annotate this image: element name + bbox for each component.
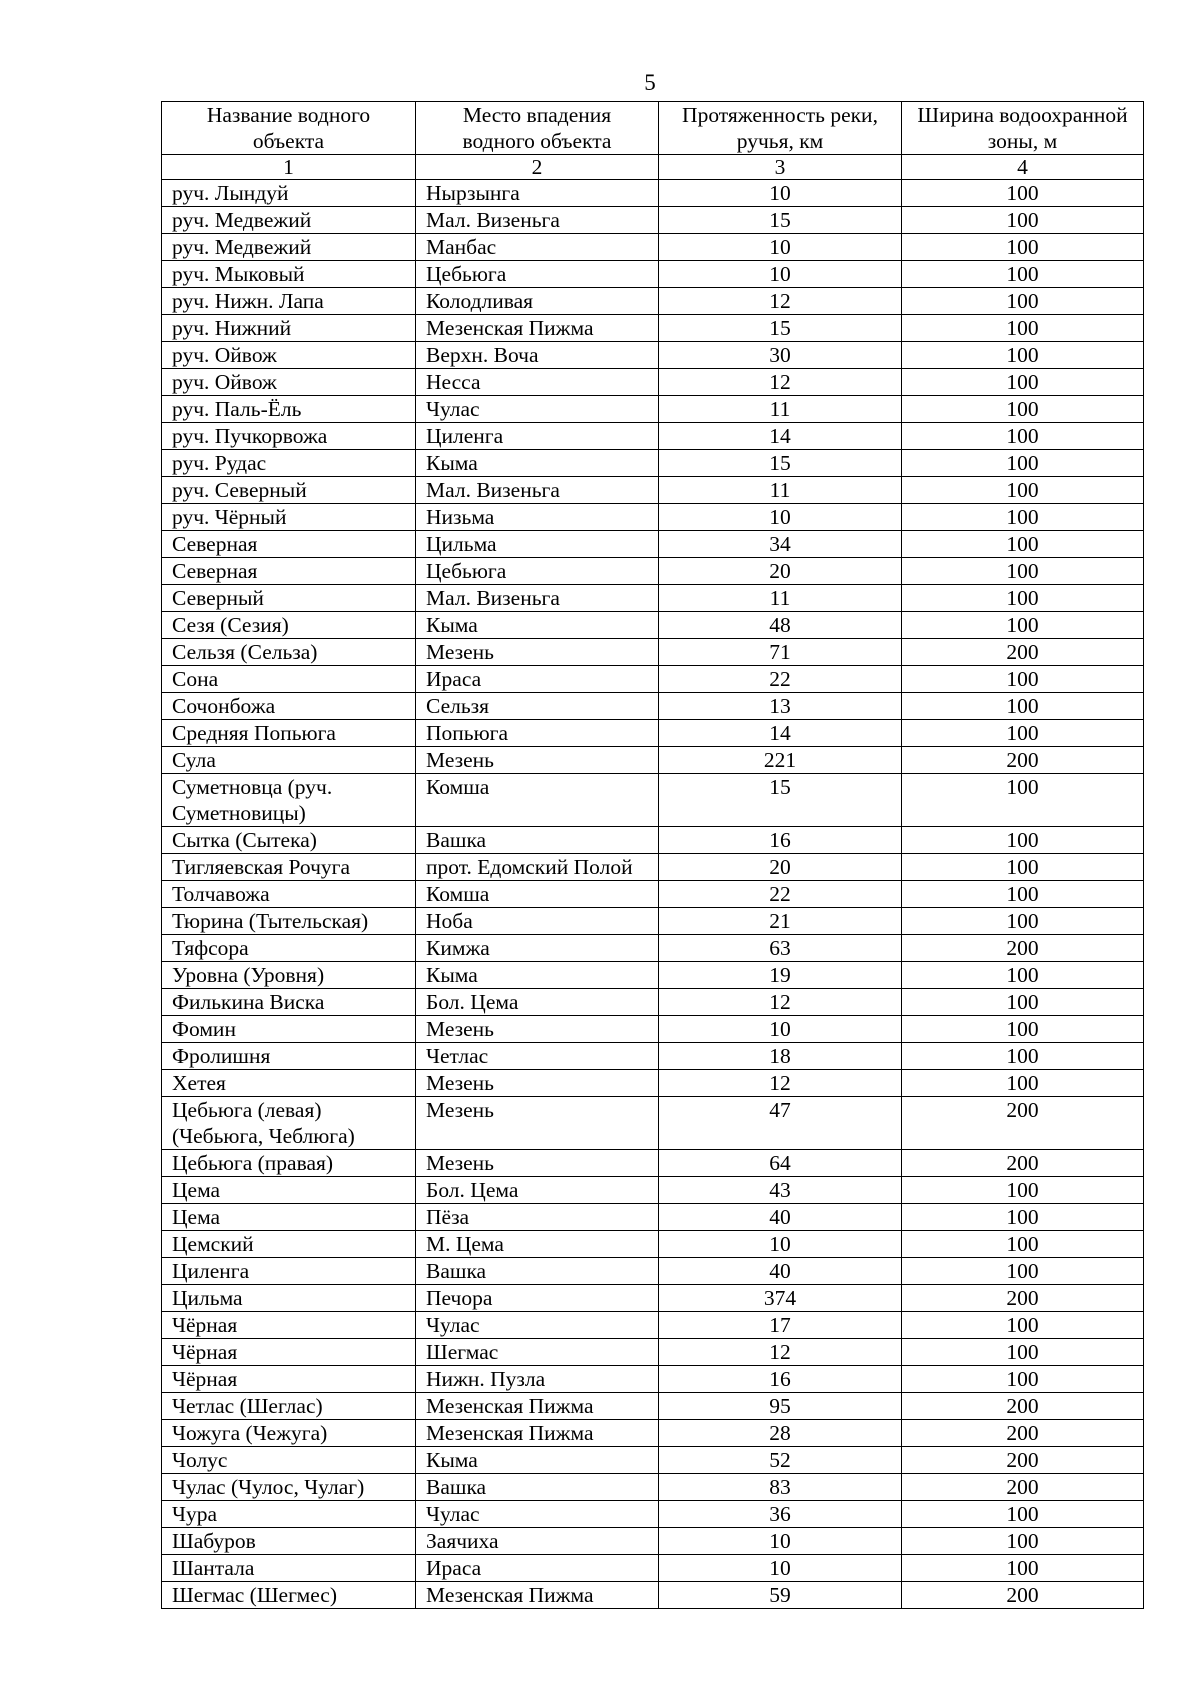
cell-water-body-name: Цильма	[162, 1285, 416, 1312]
cell-inflow-place: Циленга	[416, 423, 659, 450]
cell-inflow-place: Колодливая	[416, 288, 659, 315]
cell-water-body-name: Тяфсора	[162, 935, 416, 962]
cell-length-km: 11	[659, 477, 902, 504]
cell-water-body-name: Чожуга (Чежуга)	[162, 1420, 416, 1447]
cell-zone-width-m: 100	[902, 908, 1144, 935]
water-bodies-table	[161, 101, 1144, 1609]
cell-water-body-name: Цебьюга (правая)	[162, 1150, 416, 1177]
cell-length-km: 16	[659, 1366, 902, 1393]
header-inflow-place: Место впадения водного объекта	[416, 102, 659, 155]
cell-inflow-place: Ираса	[416, 1555, 659, 1582]
cell-zone-width-m: 100	[902, 1528, 1144, 1555]
cell-inflow-place: Чулас	[416, 1501, 659, 1528]
cell-length-km: 15	[659, 450, 902, 477]
cell-length-km: 16	[659, 827, 902, 854]
table-row	[162, 1393, 1144, 1420]
column-number: 4	[902, 155, 1144, 180]
cell-water-body-name: Сула	[162, 747, 416, 774]
cell-water-body-name: Филькина Виска	[162, 989, 416, 1016]
cell-inflow-place: прот. Едомский Полой	[416, 854, 659, 881]
cell-inflow-place: Бол. Цема	[416, 1177, 659, 1204]
table-row	[162, 396, 1144, 423]
cell-zone-width-m: 100	[902, 693, 1144, 720]
table-row	[162, 558, 1144, 585]
cell-length-km: 43	[659, 1177, 902, 1204]
cell-zone-width-m: 100	[902, 369, 1144, 396]
cell-length-km: 19	[659, 962, 902, 989]
cell-inflow-place: Мал. Визеньга	[416, 477, 659, 504]
cell-zone-width-m: 100	[902, 234, 1144, 261]
cell-zone-width-m: 100	[902, 1258, 1144, 1285]
cell-zone-width-m: 100	[902, 423, 1144, 450]
cell-water-body-name: руч. Паль-Ёль	[162, 396, 416, 423]
cell-inflow-place: Цебьюга	[416, 558, 659, 585]
cell-length-km: 18	[659, 1043, 902, 1070]
cell-water-body-name: Тюрина (Тытельская)	[162, 908, 416, 935]
cell-length-km: 95	[659, 1393, 902, 1420]
cell-water-body-name: Циленга	[162, 1258, 416, 1285]
cell-length-km: 40	[659, 1258, 902, 1285]
cell-zone-width-m: 200	[902, 1285, 1144, 1312]
cell-length-km: 14	[659, 423, 902, 450]
cell-zone-width-m: 200	[902, 747, 1144, 774]
table-header-row	[162, 102, 1144, 155]
cell-zone-width-m: 100	[902, 261, 1144, 288]
cell-water-body-name: Хетея	[162, 1070, 416, 1097]
cell-water-body-name: руч. Ойвож	[162, 342, 416, 369]
cell-water-body-name: Сочонбожа	[162, 693, 416, 720]
cell-inflow-place: Комша	[416, 774, 659, 827]
cell-water-body-name: Чёрная	[162, 1366, 416, 1393]
cell-water-body-name: Тигляевская Рочуга	[162, 854, 416, 881]
cell-zone-width-m: 100	[902, 881, 1144, 908]
cell-inflow-place: Печора	[416, 1285, 659, 1312]
cell-water-body-name: Северный	[162, 585, 416, 612]
cell-inflow-place: Нырзынга	[416, 180, 659, 207]
cell-length-km: 10	[659, 1528, 902, 1555]
cell-water-body-name: Чёрная	[162, 1339, 416, 1366]
cell-zone-width-m: 200	[902, 1097, 1144, 1150]
cell-water-body-name: руч. Мыковый	[162, 261, 416, 288]
table-row	[162, 1501, 1144, 1528]
cell-zone-width-m: 100	[902, 1312, 1144, 1339]
cell-length-km: 14	[659, 720, 902, 747]
cell-zone-width-m: 100	[902, 666, 1144, 693]
cell-zone-width-m: 100	[902, 1177, 1144, 1204]
cell-zone-width-m: 100	[902, 774, 1144, 827]
cell-inflow-place: Несса	[416, 369, 659, 396]
cell-length-km: 10	[659, 180, 902, 207]
cell-water-body-name: Цемский	[162, 1231, 416, 1258]
cell-inflow-place: Нижн. Пузла	[416, 1366, 659, 1393]
cell-water-body-name: Северная	[162, 531, 416, 558]
header-length: Протяженность реки, ручья, км	[659, 102, 902, 155]
table-row	[162, 315, 1144, 342]
cell-zone-width-m: 100	[902, 962, 1144, 989]
cell-length-km: 40	[659, 1204, 902, 1231]
cell-water-body-name: Цебьюга (левая) (Чебьюга, Чеблюга)	[162, 1097, 416, 1150]
cell-zone-width-m: 100	[902, 585, 1144, 612]
cell-length-km: 15	[659, 207, 902, 234]
cell-water-body-name: Сезя (Сезия)	[162, 612, 416, 639]
table-row	[162, 774, 1144, 827]
table-row	[162, 1285, 1144, 1312]
cell-water-body-name: Четлас (Шеглас)	[162, 1393, 416, 1420]
table-row	[162, 1339, 1144, 1366]
cell-inflow-place: Чулас	[416, 396, 659, 423]
cell-length-km: 22	[659, 666, 902, 693]
cell-zone-width-m: 100	[902, 1555, 1144, 1582]
cell-length-km: 10	[659, 1016, 902, 1043]
cell-inflow-place: Мезень	[416, 639, 659, 666]
cell-inflow-place: Мезень	[416, 1070, 659, 1097]
cell-length-km: 36	[659, 1501, 902, 1528]
table-row	[162, 908, 1144, 935]
cell-zone-width-m: 100	[902, 854, 1144, 881]
cell-zone-width-m: 100	[902, 180, 1144, 207]
table-row	[162, 1366, 1144, 1393]
cell-zone-width-m: 100	[902, 827, 1144, 854]
table-row	[162, 342, 1144, 369]
cell-water-body-name: руч. Рудас	[162, 450, 416, 477]
table-row	[162, 962, 1144, 989]
cell-water-body-name: Чулас (Чулос, Чулаг)	[162, 1474, 416, 1501]
cell-length-km: 12	[659, 1070, 902, 1097]
cell-length-km: 64	[659, 1150, 902, 1177]
cell-inflow-place: Мал. Визеньга	[416, 207, 659, 234]
cell-water-body-name: руч. Нижний	[162, 315, 416, 342]
page-number: 5	[644, 70, 656, 95]
header-zone-width: Ширина водоохранной зоны, м	[902, 102, 1144, 155]
cell-inflow-place: Мезенская Пижма	[416, 1393, 659, 1420]
table-row	[162, 504, 1144, 531]
cell-zone-width-m: 200	[902, 1150, 1144, 1177]
cell-water-body-name: руч. Северный	[162, 477, 416, 504]
cell-inflow-place: Кыма	[416, 962, 659, 989]
cell-inflow-place: Мезень	[416, 1097, 659, 1150]
cell-water-body-name: руч. Ойвож	[162, 369, 416, 396]
cell-water-body-name: руч. Медвежий	[162, 234, 416, 261]
table-row	[162, 1258, 1144, 1285]
cell-length-km: 52	[659, 1447, 902, 1474]
cell-water-body-name: Шантала	[162, 1555, 416, 1582]
cell-length-km: 20	[659, 558, 902, 585]
table-row	[162, 1474, 1144, 1501]
cell-zone-width-m: 100	[902, 1204, 1144, 1231]
cell-inflow-place: Комша	[416, 881, 659, 908]
column-number: 1	[162, 155, 416, 180]
cell-water-body-name: Сельзя (Сельза)	[162, 639, 416, 666]
table-row	[162, 1555, 1144, 1582]
table-row	[162, 693, 1144, 720]
cell-zone-width-m: 100	[902, 1043, 1144, 1070]
table-row	[162, 477, 1144, 504]
table-body	[162, 180, 1144, 1609]
cell-zone-width-m: 100	[902, 531, 1144, 558]
cell-zone-width-m: 100	[902, 612, 1144, 639]
cell-inflow-place: М. Цема	[416, 1231, 659, 1258]
cell-length-km: 20	[659, 854, 902, 881]
cell-length-km: 71	[659, 639, 902, 666]
cell-water-body-name: Чёрная	[162, 1312, 416, 1339]
cell-zone-width-m: 100	[902, 720, 1144, 747]
cell-zone-width-m: 200	[902, 1474, 1144, 1501]
cell-length-km: 12	[659, 369, 902, 396]
cell-length-km: 10	[659, 1555, 902, 1582]
cell-zone-width-m: 200	[902, 1393, 1144, 1420]
cell-water-body-name: Средняя Попьюга	[162, 720, 416, 747]
cell-zone-width-m: 100	[902, 1231, 1144, 1258]
cell-length-km: 221	[659, 747, 902, 774]
cell-length-km: 11	[659, 396, 902, 423]
cell-length-km: 15	[659, 774, 902, 827]
cell-length-km: 10	[659, 261, 902, 288]
table-row	[162, 1150, 1144, 1177]
cell-inflow-place: Вашка	[416, 1258, 659, 1285]
table-row	[162, 639, 1144, 666]
cell-inflow-place: Мезенская Пижма	[416, 1420, 659, 1447]
table-row	[162, 935, 1144, 962]
cell-zone-width-m: 100	[902, 207, 1144, 234]
table-row	[162, 1231, 1144, 1258]
column-number-row	[162, 155, 1144, 180]
table-row	[162, 720, 1144, 747]
table-row	[162, 180, 1144, 207]
cell-water-body-name: Шегмас (Шегмес)	[162, 1582, 416, 1609]
table-row	[162, 1528, 1144, 1555]
cell-length-km: 12	[659, 1339, 902, 1366]
table-row	[162, 989, 1144, 1016]
cell-water-body-name: Толчавожа	[162, 881, 416, 908]
cell-water-body-name: Фролишня	[162, 1043, 416, 1070]
cell-length-km: 47	[659, 1097, 902, 1150]
cell-zone-width-m: 200	[902, 1420, 1144, 1447]
cell-length-km: 21	[659, 908, 902, 935]
table-row	[162, 666, 1144, 693]
cell-inflow-place: Шегмас	[416, 1339, 659, 1366]
cell-length-km: 15	[659, 315, 902, 342]
cell-inflow-place: Мезень	[416, 747, 659, 774]
cell-length-km: 83	[659, 1474, 902, 1501]
table-row	[162, 1582, 1144, 1609]
cell-inflow-place: Вашка	[416, 1474, 659, 1501]
cell-zone-width-m: 200	[902, 639, 1144, 666]
cell-water-body-name: руч. Лындуй	[162, 180, 416, 207]
cell-zone-width-m: 100	[902, 504, 1144, 531]
cell-water-body-name: Шабуров	[162, 1528, 416, 1555]
table-row	[162, 450, 1144, 477]
cell-length-km: 12	[659, 288, 902, 315]
cell-water-body-name: Цема	[162, 1204, 416, 1231]
cell-inflow-place: Чулас	[416, 1312, 659, 1339]
cell-water-body-name: Уровна (Уровня)	[162, 962, 416, 989]
cell-inflow-place: Кыма	[416, 612, 659, 639]
cell-zone-width-m: 100	[902, 288, 1144, 315]
cell-inflow-place: Кыма	[416, 1447, 659, 1474]
cell-length-km: 13	[659, 693, 902, 720]
cell-length-km: 374	[659, 1285, 902, 1312]
cell-zone-width-m: 100	[902, 315, 1144, 342]
cell-length-km: 12	[659, 989, 902, 1016]
table-row	[162, 1177, 1144, 1204]
cell-zone-width-m: 200	[902, 935, 1144, 962]
cell-water-body-name: Чура	[162, 1501, 416, 1528]
cell-length-km: 22	[659, 881, 902, 908]
table-row	[162, 1204, 1144, 1231]
cell-inflow-place: Вашка	[416, 827, 659, 854]
cell-inflow-place: Пёза	[416, 1204, 659, 1231]
cell-zone-width-m: 100	[902, 989, 1144, 1016]
cell-length-km: 10	[659, 504, 902, 531]
cell-length-km: 30	[659, 342, 902, 369]
cell-length-km: 63	[659, 935, 902, 962]
cell-length-km: 48	[659, 612, 902, 639]
cell-inflow-place: Цебьюга	[416, 261, 659, 288]
table-row	[162, 1043, 1144, 1070]
table-row	[162, 369, 1144, 396]
table-row	[162, 854, 1144, 881]
cell-zone-width-m: 100	[902, 1016, 1144, 1043]
cell-inflow-place: Мезенская Пижма	[416, 315, 659, 342]
cell-inflow-place: Ноба	[416, 908, 659, 935]
cell-zone-width-m: 100	[902, 1366, 1144, 1393]
table-row	[162, 288, 1144, 315]
cell-inflow-place: Заячиха	[416, 1528, 659, 1555]
cell-water-body-name: руч. Нижн. Лапа	[162, 288, 416, 315]
cell-water-body-name: руч. Медвежий	[162, 207, 416, 234]
cell-length-km: 17	[659, 1312, 902, 1339]
cell-water-body-name: Цема	[162, 1177, 416, 1204]
cell-inflow-place: Кимжа	[416, 935, 659, 962]
cell-inflow-place: Мезенская Пижма	[416, 1582, 659, 1609]
cell-inflow-place: Бол. Цема	[416, 989, 659, 1016]
cell-zone-width-m: 200	[902, 1447, 1144, 1474]
cell-inflow-place: Манбас	[416, 234, 659, 261]
column-number: 2	[416, 155, 659, 180]
table-row	[162, 531, 1144, 558]
cell-inflow-place: Верхн. Воча	[416, 342, 659, 369]
cell-water-body-name: Сона	[162, 666, 416, 693]
cell-inflow-place: Мезень	[416, 1150, 659, 1177]
cell-water-body-name: Северная	[162, 558, 416, 585]
table-row	[162, 585, 1144, 612]
table-row	[162, 881, 1144, 908]
cell-water-body-name: Сытка (Сытека)	[162, 827, 416, 854]
table-row	[162, 1420, 1144, 1447]
cell-zone-width-m: 100	[902, 342, 1144, 369]
cell-length-km: 11	[659, 585, 902, 612]
cell-inflow-place: Цильма	[416, 531, 659, 558]
cell-zone-width-m: 200	[902, 1582, 1144, 1609]
cell-inflow-place: Четлас	[416, 1043, 659, 1070]
cell-zone-width-m: 100	[902, 477, 1144, 504]
table-row	[162, 1312, 1144, 1339]
cell-inflow-place: Мал. Визеньга	[416, 585, 659, 612]
header-water-body-name: Название водного объекта	[162, 102, 416, 155]
cell-length-km: 28	[659, 1420, 902, 1447]
cell-zone-width-m: 100	[902, 396, 1144, 423]
table-row	[162, 1447, 1144, 1474]
cell-zone-width-m: 100	[902, 558, 1144, 585]
cell-inflow-place: Мезень	[416, 1016, 659, 1043]
cell-length-km: 59	[659, 1582, 902, 1609]
table-row	[162, 261, 1144, 288]
cell-length-km: 34	[659, 531, 902, 558]
cell-water-body-name: Фомин	[162, 1016, 416, 1043]
table-row	[162, 827, 1144, 854]
cell-length-km: 10	[659, 234, 902, 261]
table-row	[162, 1097, 1144, 1150]
cell-water-body-name: руч. Пучкорвожа	[162, 423, 416, 450]
table-row	[162, 612, 1144, 639]
cell-zone-width-m: 100	[902, 1070, 1144, 1097]
table-row	[162, 1016, 1144, 1043]
cell-zone-width-m: 100	[902, 1501, 1144, 1528]
cell-water-body-name: руч. Чёрный	[162, 504, 416, 531]
cell-inflow-place: Ираса	[416, 666, 659, 693]
cell-inflow-place: Кыма	[416, 450, 659, 477]
cell-water-body-name: Чолус	[162, 1447, 416, 1474]
cell-zone-width-m: 100	[902, 1339, 1144, 1366]
cell-length-km: 10	[659, 1231, 902, 1258]
table-row	[162, 1070, 1144, 1097]
cell-inflow-place: Сельзя	[416, 693, 659, 720]
cell-zone-width-m: 100	[902, 450, 1144, 477]
table-row	[162, 207, 1144, 234]
table-row	[162, 747, 1144, 774]
column-number: 3	[659, 155, 902, 180]
cell-inflow-place: Попьюга	[416, 720, 659, 747]
cell-inflow-place: Низьма	[416, 504, 659, 531]
table-row	[162, 234, 1144, 261]
table-row	[162, 423, 1144, 450]
cell-water-body-name: Суметновца (руч. Суметновицы)	[162, 774, 416, 827]
